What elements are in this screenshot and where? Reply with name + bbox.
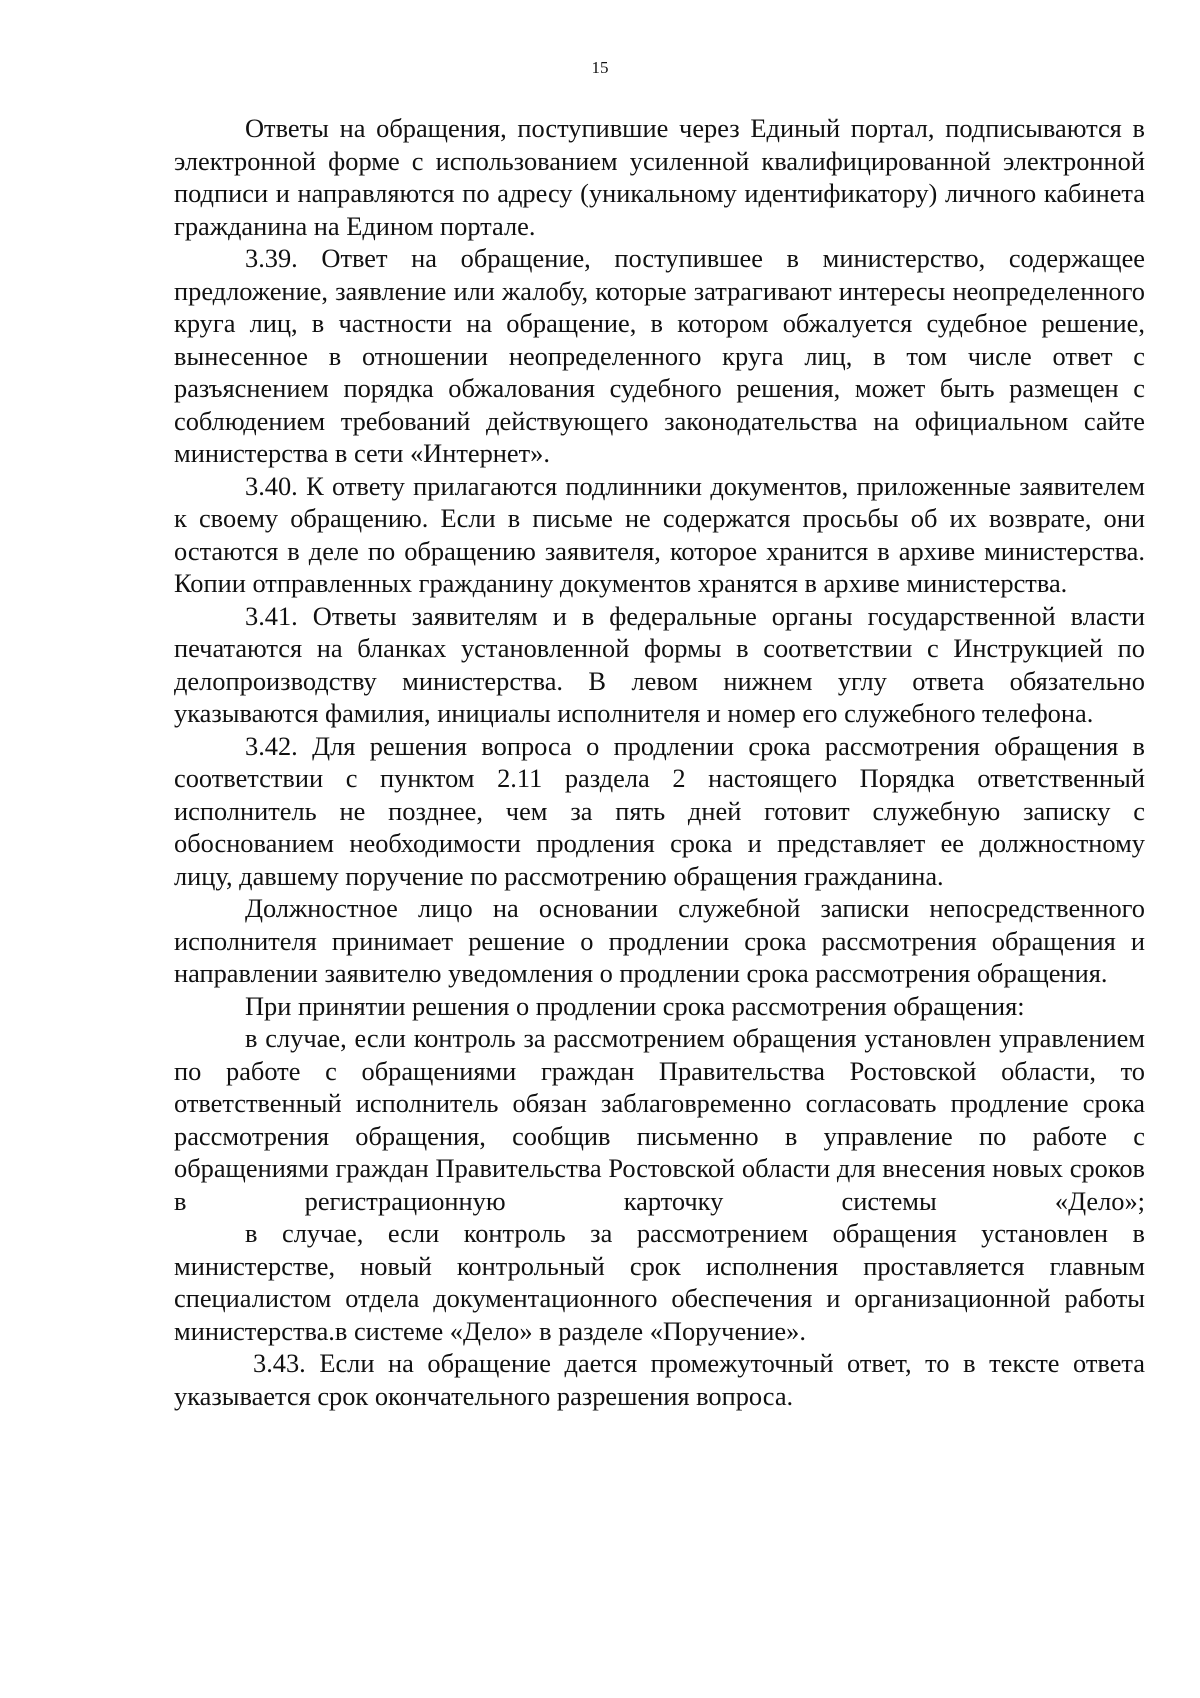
paragraph-3-39: 3.39. Ответ на обращение, поступившее в министерство, содержащее предложение, заявление или жалобу, которые затрагивают интересы неопределенного круга лиц, в частности на обращение, в котором обжалуется судебное решение, вынесенное в отношении неопределенного круга лиц, в том числе ответ с разъяснением порядка обжалования судебного решения, может быть размещен с соблюдением требований действующего законодательства на официальном сайте министерства в сети «Интернет». xyxy=(174,243,1145,468)
paragraph-official-decision: Должностное лицо на основании служебной записки непосредственного исполнителя принимает решение о продлении срока рассмотрения обращения и направлении заявителю уведомления о продлении срока рассмотрения обращения. xyxy=(174,893,1145,988)
paragraph-3-41: 3.41. Ответы заявителям и в федеральные органы государственной власти печатаются на бланках установленной формы в соответствии с Инструкцией по делопроизводству министерства. В левом нижнем углу ответа обязательно указываются фамилия, инициалы исполнителя и номер его служебного телефона. xyxy=(174,600,1145,728)
paragraph-3-43: 3.43. Если на обращение дается промежуточный ответ, то в тексте ответа указывается срок окончательного разрешения вопроса. xyxy=(174,1348,1145,1411)
paragraph-portal-answers: Ответы на обращения, поступившие через Единый портал, подписываются в электронной форме с использованием усиленной квалифицированной электронной подписи и направляются по адресу (уникальному идентификатору) личного кабинета гражданина на Едином портале. xyxy=(174,113,1145,241)
paragraph-3-40: 3.40. К ответу прилагаются подлинники документов, приложенные заявителем к своему обращению. Если в письме не содержатся просьбы об их возврате, они остаются в деле по обращению заявителя, которое хранится в архиве министерства. Копии отправленных гражданину документов хранятся в архиве министерства. xyxy=(174,470,1145,598)
paragraph-case-ministry-control: в случае, если контроль за рассмотрением обращения установлен в министерстве, новый контрольный срок исполнения проставляется главным специалистом отдела документационного обеспечения и организационной работы министерства.в системе «Дело» в разделе «Поручение». xyxy=(174,1218,1145,1346)
document-body xyxy=(174,112,1145,1412)
paragraph-3-42: 3.42. Для решения вопроса о продлении срока рассмотрения обращения в соответствии с пунктом 2.11 раздела 2 настоящего Порядка ответственный исполнитель не позднее, чем за пять дней готовит служебную записку с обоснованием необходимости продления срока и представляет ее должностному лицу, давшему поручение по рассмотрению обращения гражданина. xyxy=(174,730,1145,891)
paragraph-case-government-control: в случае, если контроль за рассмотрением обращения установлен управлением по работе с обращениями граждан Правительства Ростовской области, то ответственный исполнитель обязан заблаговременно согласовать продление срока рассмотрения обращения, сообщив письменно в управление по работе с обращениями граждан Правительства Ростовской области для внесения новых сроков в регистрационную карточку системы «Дело»; xyxy=(174,1023,1145,1216)
paragraph-extension-intro: При принятии решения о продлении срока рассмотрения обращения: xyxy=(245,990,1025,1021)
page-number: 15 xyxy=(591,58,609,77)
